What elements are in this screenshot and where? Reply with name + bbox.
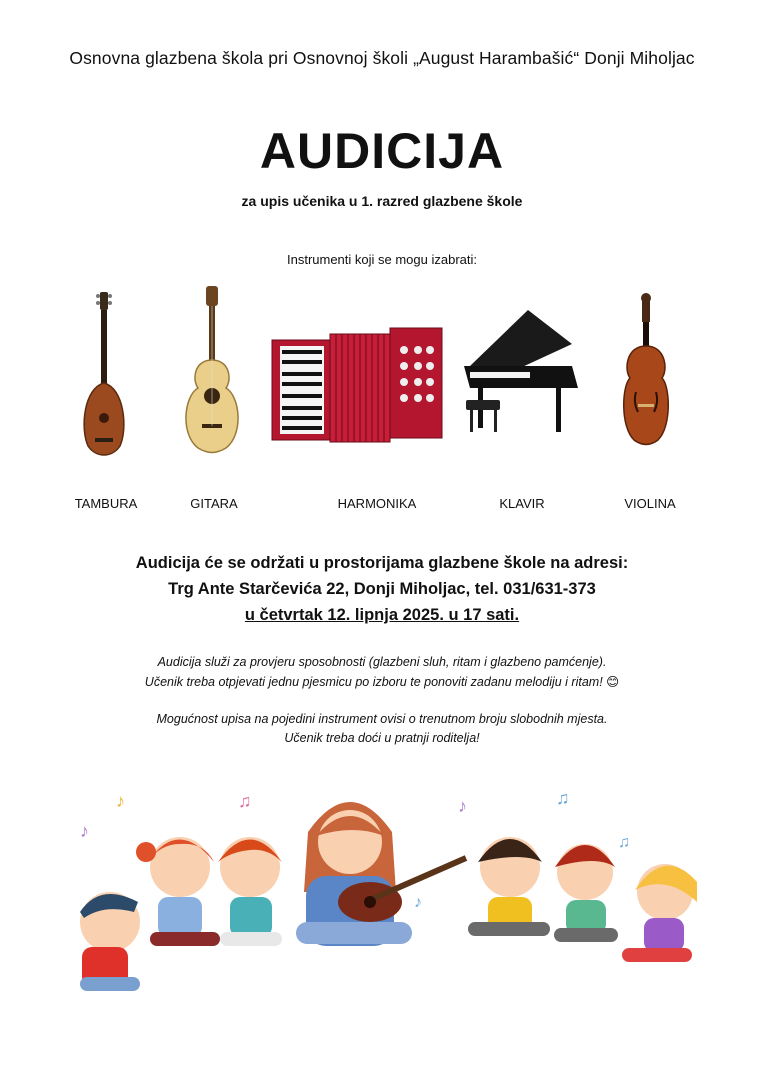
audition-purpose-text: Audicija služi za provjeru sposobnosti (glazbeni sluh, ritam i glazbeno pamćenje). [157, 655, 607, 669]
enrollment-availability-text: Mogućnost upisa na pojedini instrument ovisi o trenutnom broju slobodnih mjesta. [156, 712, 608, 726]
smile-emoji-icon: 😊 [606, 675, 620, 689]
violin-icon [616, 292, 676, 450]
subtitle: za upis učenika u 1. razred glazbene škole [241, 193, 523, 209]
audition-location-intro: Audicija će se održati u prostorijama glazbene škole na adresi: [135, 554, 629, 572]
svg-text:♫: ♫ [556, 788, 570, 808]
guitar-icon [176, 284, 248, 456]
page-title: AUDICIJA [259, 123, 505, 179]
children-singing-illustration [70, 772, 700, 1004]
audition-address: Trg Ante Starčevića 22, Donji Miholjac, tel. 031/631-373 [168, 580, 596, 598]
instrument-label-klavir: KLAVIR [499, 496, 545, 511]
svg-text:♫: ♫ [618, 834, 630, 851]
svg-text:♪: ♪ [458, 796, 467, 816]
instrument-label-tambura: TAMBURA [74, 496, 138, 511]
instrument-label-harmonika: HARMONIKA [337, 496, 417, 511]
tambura-icon [78, 288, 130, 460]
svg-text:♪: ♪ [116, 791, 125, 811]
audition-date-time: u četvrtak 12. lipnja 2025. u 17 sati. [244, 606, 520, 624]
svg-text:♪: ♪ [414, 894, 422, 911]
audition-task-label: Učenik treba otpjevati jednu pjesmicu po izboru te ponoviti zadanu melodiju i ritam! [144, 675, 603, 689]
instrument-label-violina: VIOLINA [624, 496, 676, 511]
parent-accompaniment-text: Učenik treba doći u pratnji roditelja! [284, 731, 480, 745]
audition-task-text [0, 674, 764, 689]
svg-text:♪: ♪ [80, 821, 89, 841]
accordion-icon [270, 320, 445, 445]
instrument-label-gitara: GITARA [190, 496, 238, 511]
instruments-intro: Instrumenti koji se mogu izabrati: [286, 252, 478, 267]
school-name: Osnovna glazbena škola pri Osnovnoj školi „August Harambašić“ Donji Miholjac [69, 48, 695, 68]
piano-icon [460, 304, 585, 440]
svg-text:♫: ♫ [238, 791, 252, 811]
